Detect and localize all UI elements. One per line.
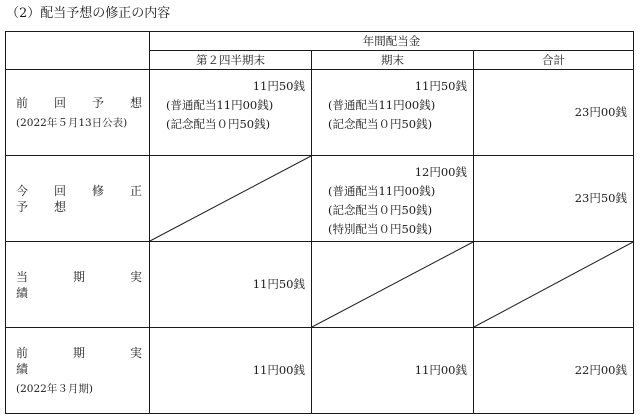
value-line: (記念配当０円50銭) [328, 203, 433, 217]
cell-year-end-value [312, 156, 474, 242]
value-line: (普通配当11円00銭) [166, 98, 274, 112]
value-line: 23円00銭 [574, 105, 627, 119]
diagonal-line [312, 242, 473, 327]
row-label-cell [6, 242, 188, 328]
col-header-q2-end: 第２四半期末 [150, 51, 312, 70]
annual-dividend-header: 年間配当金 [150, 32, 634, 51]
empty-cell-diagonal [150, 156, 312, 242]
cell-year-end-value [312, 70, 474, 156]
cell-q2-value [150, 70, 312, 156]
empty-cell-diagonal [474, 242, 634, 328]
cell-year-end-value [312, 328, 474, 414]
col-header-total: 合計 [474, 51, 634, 70]
diagonal-line [150, 156, 311, 241]
cell-total-value [474, 156, 634, 242]
value-line: (普通配当11円00銭) [328, 98, 436, 112]
value-line: (特別配当０円50銭) [328, 222, 433, 236]
row-label: 当 期 実 績 [16, 269, 188, 300]
cell-q2-value [150, 328, 312, 414]
cell-total-value [474, 70, 634, 156]
table-row-revised-forecast [6, 156, 634, 242]
row-sublabel: (2022年５月13日公表) [16, 116, 128, 129]
value-line: 11円50銭 [252, 277, 305, 291]
value-line: 11円00銭 [252, 363, 305, 377]
corner-cell [6, 32, 150, 70]
diagonal-line [474, 242, 633, 327]
value-line: (記念配当０円50銭) [166, 117, 271, 131]
row-label: 前 期 実 績 [16, 345, 188, 376]
value-line: 11円00銭 [414, 363, 467, 377]
dividend-forecast-table [5, 31, 634, 414]
value-line: (普通配当11円00銭) [328, 184, 436, 198]
value-line: 22円00銭 [574, 363, 627, 377]
value-line: 23円50銭 [574, 191, 627, 205]
row-label-cell [6, 156, 169, 242]
row-label: 前 回 予 想 [16, 95, 150, 110]
row-label-cell [6, 70, 150, 156]
value-line: 11円50銭 [414, 79, 467, 93]
table-row-previous-year-actual [6, 328, 634, 414]
cell-total-value [474, 328, 634, 414]
value-line: 12円00銭 [414, 165, 467, 179]
row-sublabel: (2022年３月期) [16, 382, 93, 395]
empty-cell-diagonal [312, 242, 474, 328]
table-row-previous-forecast [6, 70, 634, 156]
value-line: (記念配当０円50銭) [328, 117, 433, 131]
value-line: 11円50銭 [252, 79, 305, 93]
cell-q2-value [150, 242, 312, 328]
row-label: 今 回 修 正 予 想 [16, 183, 169, 214]
table-row-current-actual [6, 242, 634, 328]
col-header-year-end: 期末 [312, 51, 474, 70]
row-label-cell [6, 328, 188, 414]
section-heading: （2）配当予想の修正の内容 [6, 6, 171, 21]
